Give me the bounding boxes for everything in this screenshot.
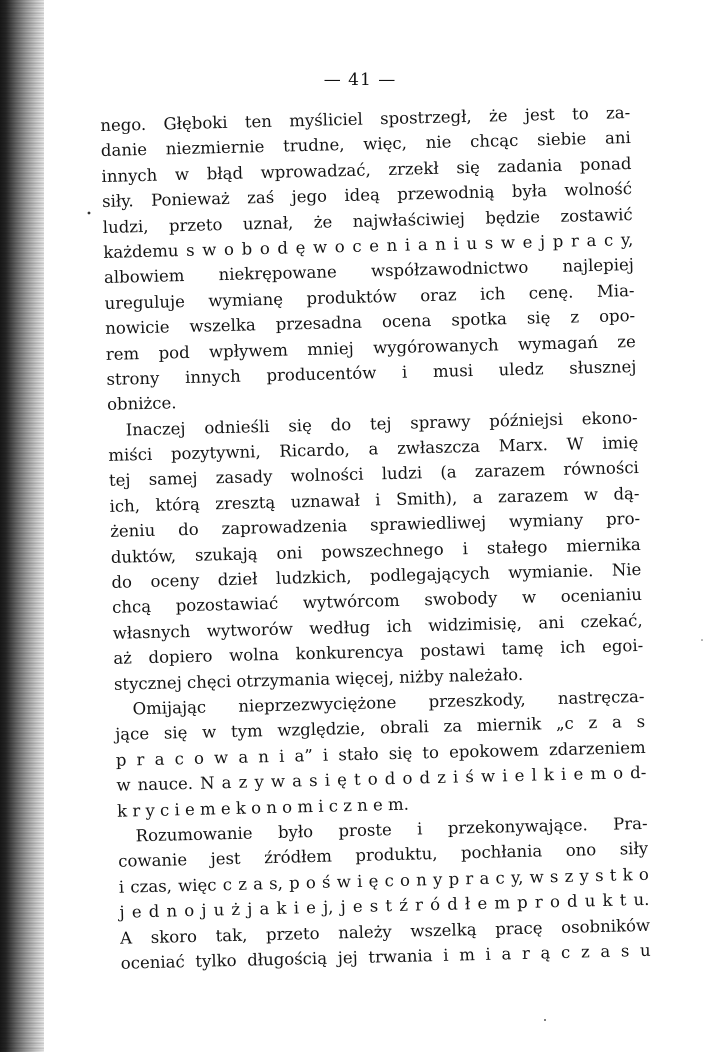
text-line: Inaczej odnieśli się do tej sprawy późniejsi ekono‑: [125, 407, 638, 440]
text-line: Omijając nieprzezwyciężone przeszkody, nastręcza‑: [132, 686, 645, 719]
text-line: strony innych producentów i musi uledz słusznej: [106, 356, 637, 389]
text-line: własnych wytworów według ich widzimisię, ani czekać,: [112, 610, 643, 643]
text-line: siły. Ponieważ zaś jego ideą przewodnią była wolność: [101, 179, 633, 212]
text-line: nowicie wszelka przesadna ocena spotka się z opo‑: [105, 306, 636, 339]
text-line: jące się w tym względzie, obrali za miernik „c z a s: [114, 712, 646, 745]
text-line: stycznej chęci otrzymania więcej, niżby należało.: [113, 664, 524, 694]
text-line: rem pod wpływem mniej wygórowanych wymagań ze: [105, 331, 636, 364]
text-line: ureguluje wymianę produktów oraz ich cenę. Mia‑: [104, 280, 635, 313]
text-line: i czas, więc c z a s, p o ś w i ę c o n y p r a c y, w s z y s t k o: [118, 864, 649, 897]
body-text: [100, 100, 651, 976]
text-line: Rozumowanie było proste i przekonywające. Pra‑: [135, 813, 648, 846]
text-line: p r a c o w a n i a” i stało się to epokowem zdarzeniem: [115, 737, 646, 770]
text-line: chcą pozostawiać wytwórcom swobody w ocenianiu: [111, 585, 643, 618]
text-line: każdemu s w o b o d ę w o c e n i a n i u s w e j p r a c y,: [103, 229, 634, 262]
text-line: ich, którą zresztą uznawał i Smith), a zarazem w dą‑: [109, 483, 640, 516]
text-line: j e d n o j u ż j a k i e j, j e s t ź r ó d ł e m p r o d u k t u.: [119, 889, 650, 922]
text-line: nego. Głęboki ten myśliciel spostrzegł, że jest to za‑: [100, 103, 631, 135]
text-line: w nauce. N a z y w a s i ę t o d o d z i ś w i e l k i e m o d‑: [116, 763, 647, 795]
text-line: tej samej zasady wolności ludzi (a zarazem równości: [108, 458, 640, 491]
text-line: aż dopiero wolna konkurencya postawi tamę ich egoi‑: [113, 636, 644, 669]
text-line: innych w błąd wprowadzać, zrzekł się zadania ponad: [101, 153, 632, 186]
text-line: do oceny dzieł ludzkich, podlegających wymianie. Nie: [111, 559, 642, 592]
text-line: k r y c i e m e k o n o m i c z n e m.: [116, 794, 410, 821]
text-line: obniżce.: [106, 393, 177, 415]
book-spine-shadow: [0, 0, 44, 1052]
text-line: miści pozytywni, Ricardo, a zwłaszcza Marx. W imię: [108, 433, 639, 465]
text-line: żeniu do zaprowadzenia sprawiedliwej wymiany pro‑: [109, 509, 641, 542]
text-line: cowanie jest źródłem produktu, pochłania ono siły: [118, 839, 649, 872]
text-line: ludzi, przeto uznał, że najwłaściwiej będzie zostawić: [102, 204, 633, 237]
text-line: duktów, szukają oni powszechnego i stałego miernika: [110, 534, 641, 567]
page-number: — 41 —: [323, 70, 397, 90]
text-line: oceniać tylko długością jej trwania i m i a r ą c z a s u: [120, 940, 651, 973]
text-line: danie niezmiernie trudne, więc, nie chcąc siebie ani: [100, 128, 631, 161]
text-line: A skoro tak, przeto należy wszelką pracę osobników: [119, 915, 651, 948]
text-line: albowiem niekrępowane współzawodnictwo najlepiej: [103, 255, 635, 288]
